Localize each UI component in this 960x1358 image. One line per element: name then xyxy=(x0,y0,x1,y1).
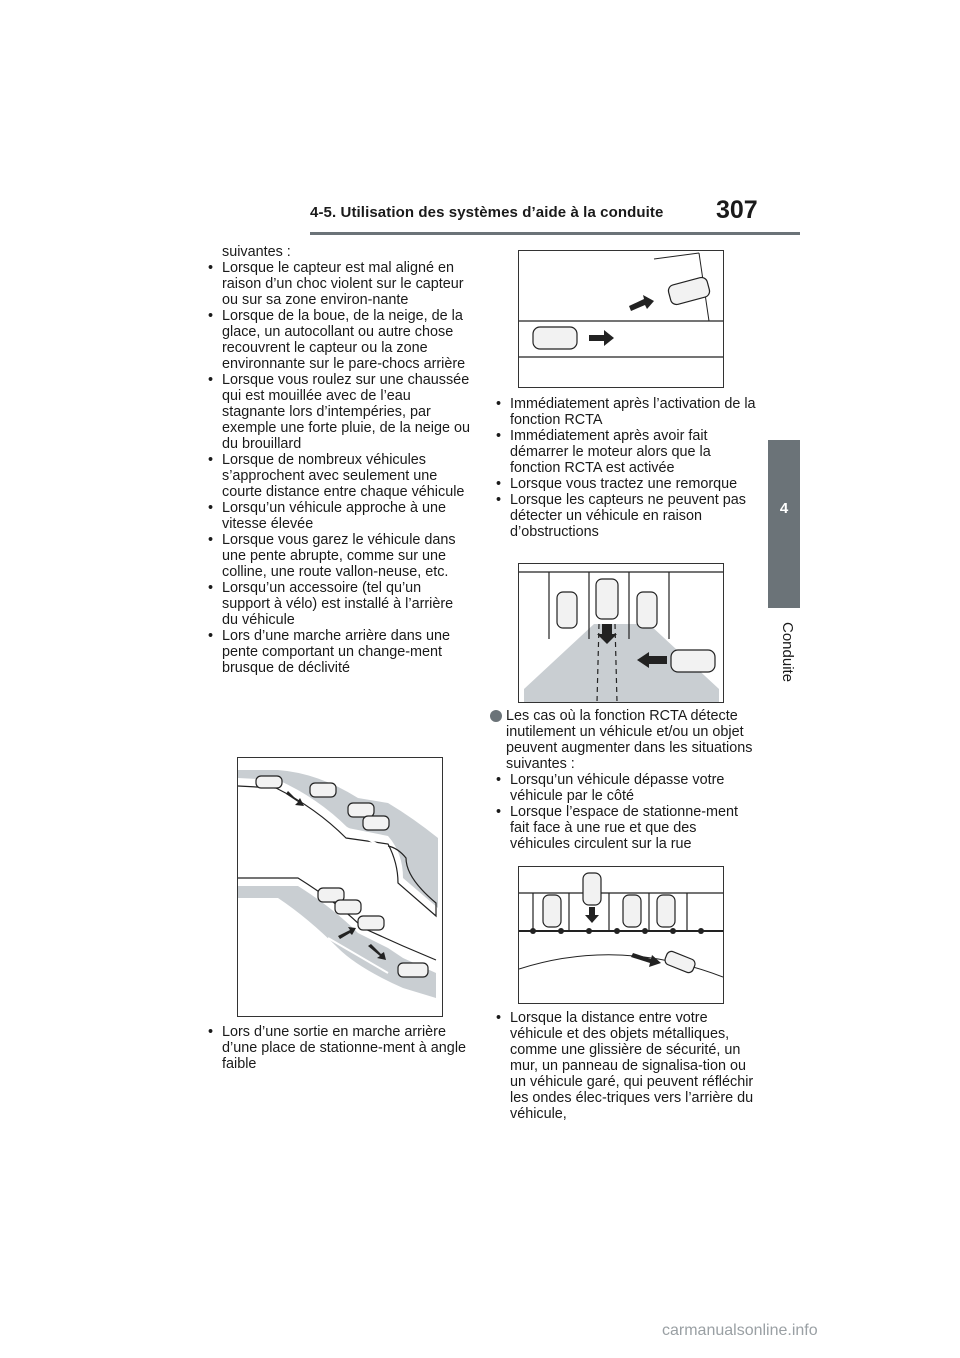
list-item: • Lors d’une marche arrière dans une pente comportant un change-ment brusque de déclivité xyxy=(202,628,470,676)
list-item: • Lorsque le capteur est mal aligné en raison d’un choc violent sur le capteur ou sur sa zone environ-nante xyxy=(202,260,470,308)
list-item: • Lorsque l’espace de stationne-ment fait face à une rue et que des véhicules circulent sur la rue xyxy=(490,804,756,852)
column-left-text xyxy=(202,244,470,676)
list-item: • Lorsqu’un véhicule dépasse votre véhicule par le côté xyxy=(490,772,756,804)
chapter-label: Conduite xyxy=(779,622,796,683)
figure-angled-parking xyxy=(518,250,724,388)
column-left-after-figure xyxy=(202,1024,470,1072)
figure-street-parking xyxy=(518,866,724,1004)
list-item: • Immédiatement après avoir fait démarrer le moteur alors que la fonction RCTA est activée xyxy=(490,428,756,476)
section-title: 4-5. Utilisation des systèmes d’aide à la conduite xyxy=(310,204,664,221)
column-right-text-b xyxy=(490,708,756,852)
list-item: • Lors d’une sortie en marche arrière d’une place de stationne-ment à angle faible xyxy=(202,1024,470,1072)
list-item: • Lorsque la distance entre votre véhicule et des objets métalliques, comme une glissière de sécurité, un mur, un panneau de signalisa-tion ou un véhicule garé, qui peuvent réfléchir les ondes élec-triques vers l’arrière du véhicule, xyxy=(490,1010,756,1122)
lead-text: suivantes : xyxy=(222,244,291,260)
page-number: 307 xyxy=(716,196,758,224)
column-right-text-a xyxy=(490,396,756,540)
column-right-text-c xyxy=(490,1010,756,1122)
header-rule xyxy=(310,232,800,235)
list-item: • Lorsque les capteurs ne peuvent pas détecter un véhicule en raison d’obstructions xyxy=(490,492,756,540)
round-bullet-item: Les cas où la fonction RCTA détecte inutilement un véhicule et/ou un objet peuvent augmenter dans les situations suivantes : xyxy=(490,708,756,772)
list-item: • Lorsque vous garez le véhicule dans une pente abrupte, comme sur une colline, une route vallon-neuse, etc. xyxy=(202,532,470,580)
figure-parking-obstruction xyxy=(518,563,724,703)
list-item: • Lorsqu’un accessoire (tel qu’un support à vélo) est installé à l’arrière du véhicule xyxy=(202,580,470,628)
list-item: • Lorsque de la boue, de la neige, de la glace, un autocollant ou autre chose recouvrent le capteur ou la zone environnante sur le pare-chocs arrière xyxy=(202,308,470,372)
list-item: • Lorsque de nombreux véhicules s’approchent avec seulement une courte distance entre chaque véhicule xyxy=(202,452,470,500)
list-item: • Immédiatement après l’activation de la fonction RCTA xyxy=(490,396,756,428)
list-item: • Lorsque vous roulez sur une chaussée qui est mouillée avec de l’eau stagnante lors d’intempéries, par exemple une forte pluie, de la neige ou du brouillard xyxy=(202,372,470,452)
chapter-number: 4 xyxy=(779,500,789,517)
list-item: • Lorsqu’un véhicule approche à une vitesse élevée xyxy=(202,500,470,532)
watermark: carmanualsonline.info xyxy=(662,1322,818,1339)
list-item: • Lorsque vous tractez une remorque xyxy=(490,476,756,492)
chapter-tab xyxy=(768,440,800,608)
figure-slope-roads xyxy=(237,757,443,1017)
